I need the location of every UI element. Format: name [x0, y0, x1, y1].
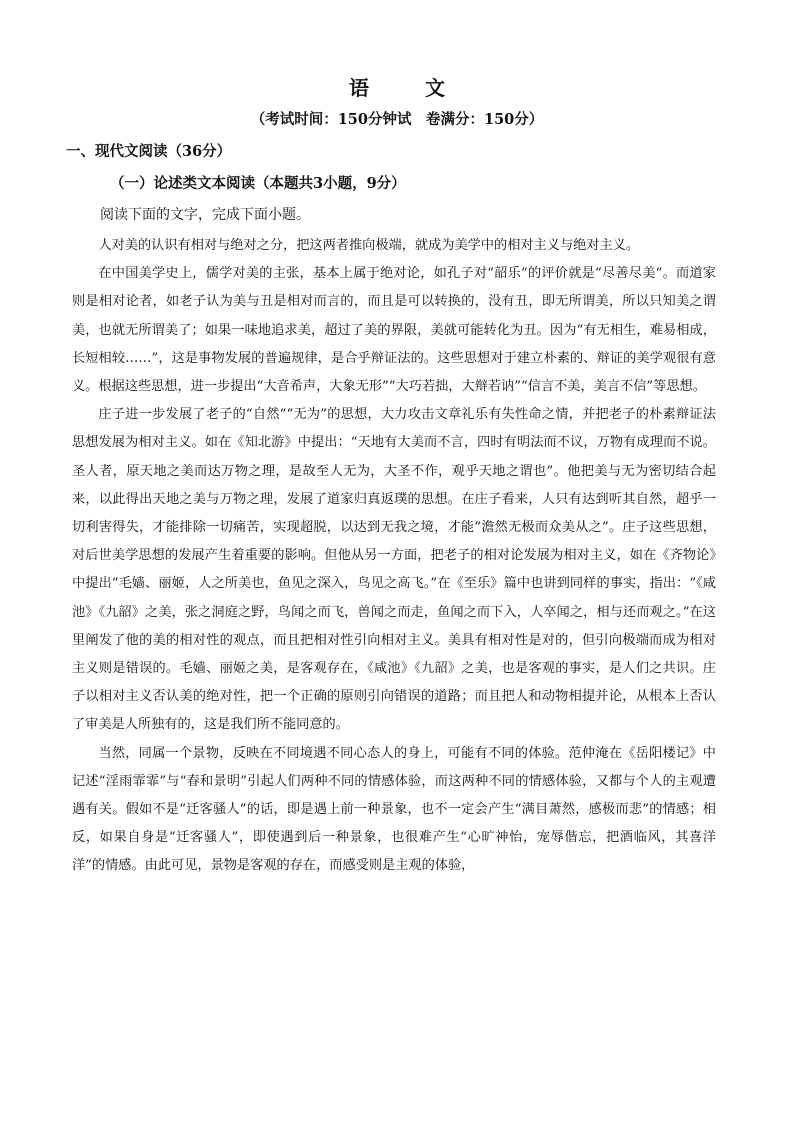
passage-paragraph-3: 庄子进一步发展了老子的“自然”“无为”的思想，大力攻击文章礼乐有失性命之情，并把老子的朴素辩证法思想发展为相对主义。如在《知北游》中提出：“天地有大美而不言，四时有明法而不议，万物有成理而不说。圣人者，原天地之美而达万物之理，是故至人无为，大圣不作，观乎天地之谓也”。他把美与无为密切结合起来，以此得出天地之美与万物之理，发展了道家归真返璞的思想。在庄子看来，人只有达到听其自然，超乎一切利害得失，才能排除一切痛苦，实现超脱，以达到无我之境，才能“澹然无极而众美从之”。庄子这些思想，对后世美学思想的发展产生着重要的影响。但他从另一方面，把老子的相对论发展为相对主义，如在《齐物论》中提出“毛嫱、丽姬，人之所美也，鱼见之深入，鸟见之高飞。”在《至乐》篇中也讲到同样的事实，指出：“《咸池》《九韶》之美，张之洞庭之野，鸟闻之而飞，兽闻之而走，鱼闻之而下入，人卒闻之，相与还而观之。”在这里阐发了他的美的相对性的观点，而且把相对性引向相对主义。美具有相对性是对的，但引向极端而成为相对主义则是错误的。毛嫱、丽姬之美，是客观存在，《咸池》《九韶》之美，也是客观的事实，是人们之共识。庄子以相对主义否认美的绝对性，把一个正确的原则引向错误的道路；而且把人和动物相提并论，从根本上否认了审美是人所独有的，这是我们所不能同意的。 [72, 407, 716, 733]
reading-instruction: 阅读下面的文字，完成下面小题。 [100, 207, 310, 223]
subsection-heading: （一）论述类文本阅读（本题共3小题，9分） [110, 175, 406, 192]
exam-info: （考试时间：150分钟试 卷满分：150分） [250, 111, 544, 128]
reading-passage [72, 232, 716, 881]
page-title: 语 文 [349, 76, 463, 100]
passage-paragraph-1: 人对美的认识有相对与绝对之分，把这两者推向极端，就成为美学中的相对主义与绝对主义。 [98, 238, 640, 253]
passage-paragraph-4: 当然，同属一个景物，反映在不同境遇不同心态人的身上，可能有不同的体验。范仲淹在《岳阳楼记》中记述“淫雨霏霏”与“春和景明”引起人们两种不同的情感体验，而这两种不同的情感体验，又都与个人的主观遭遇有关。假如不是“迁客骚人”的话，即是遇上前一种景象，也不一定会产生“满目萧然，感极而悲”的情感；相反，如果自身是“迁客骚人”，即使遇到后一种景象，也很难产生“心旷神怡，宠辱偕忘，把酒临风，其喜洋洋”的情感。由此可见，景物是客观的存在，而感受则是主观的体验， [72, 745, 716, 874]
section-heading: 一、现代文阅读（36分） [66, 143, 232, 160]
passage-paragraph-2: 在中国美学史上，儒学对美的主张，基本上属于绝对论，如孔子对“韶乐”的评价就是“尽善尽美”。而道家则是相对论者，如老子认为美与丑是相对而言的，而且是可以转换的，没有丑，即无所谓美，所以只知美之谓美，也就无所谓美了；如果一味地追求美，超过了美的界限，美就可能转化为丑。因为“有无相生，难易相成，长短相较……”，这是事物发展的普遍规律，是合乎辩证法的。这些思想对于建立朴素的、辩证的美学观很有意义。根据这些思想，进一步提出“大音希声，大象无形”“大巧若拙，大辩若讷”“信言不美，美言不信”等思想。 [72, 266, 716, 395]
